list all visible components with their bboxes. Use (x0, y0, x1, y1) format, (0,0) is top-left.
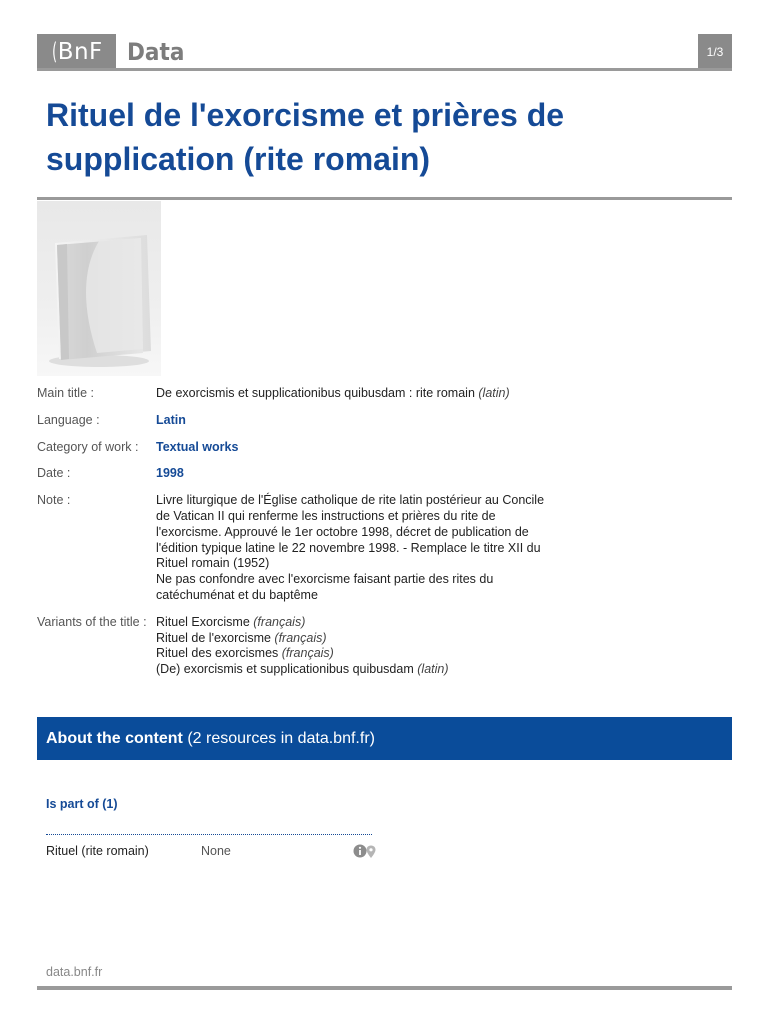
page-indicator: 1/3 (698, 34, 732, 70)
record-details (37, 386, 557, 689)
resource-value: None (201, 844, 231, 858)
is-part-of-heading[interactable]: Is part of (1) (46, 797, 118, 811)
date-label: Date : (37, 466, 71, 481)
dotted-divider (46, 834, 372, 835)
list-item (46, 844, 376, 862)
variants-row (37, 615, 557, 678)
language-link[interactable]: Latin (156, 412, 186, 427)
book-icon (37, 201, 161, 376)
main-title-lang: (latin) (478, 386, 510, 400)
variants-list (156, 615, 557, 678)
section-label: Data (127, 38, 185, 66)
header-bar (37, 34, 732, 70)
date-link[interactable]: 1998 (156, 466, 184, 481)
variant-item: Rituel Exorcisme (français) (156, 614, 306, 629)
location-pin-icon[interactable] (367, 846, 376, 859)
page-title: Rituel de l'exorcisme et prières de supplication (rite romain) (46, 97, 565, 177)
language-label: Language : (37, 412, 100, 427)
variant-item: Rituel de l'exorcisme (français) (156, 630, 327, 645)
category-label: Category of work : (37, 439, 139, 454)
main-title-value: De exorcismis et supplicationibus quibusdam : rite romain (latin) (156, 386, 510, 400)
resource-title[interactable]: Rituel (rite romain) (46, 844, 149, 858)
footer-divider (37, 986, 732, 990)
date-row (37, 466, 557, 482)
note-row (37, 493, 557, 604)
footer-site[interactable]: data.bnf.fr (46, 965, 103, 979)
info-icon[interactable] (354, 845, 367, 858)
main-title-row (37, 386, 557, 402)
bnf-logo[interactable]: (BnF (37, 34, 116, 70)
category-link[interactable]: Textual works (156, 439, 239, 454)
note-label: Note : (37, 493, 71, 508)
language-row (37, 413, 557, 429)
note-text: Livre liturgique de l'Église catholique de rite latin postérieur au Concile de Vatican II qui renferme les instructions et prières du rite de l'exorcisme. Approuvé le 1er octobre 1998, décret de publication de l'édition typique latine le 22 novembre 1998. - Remplace le titre XII du Rituel romain (1952) Ne pas confondre avec l'exorcisme faisant partie des rites du catéchuménat et du baptême (156, 493, 545, 602)
category-row (37, 440, 557, 456)
header-divider (37, 68, 732, 71)
resource-icons (353, 844, 377, 860)
book-cover-image (37, 201, 161, 376)
about-count: (2 resources in data.bnf.fr) (187, 730, 375, 747)
variant-item: Rituel des exorcismes (français) (156, 646, 334, 661)
about-content-bar (37, 717, 732, 760)
title-divider (37, 197, 732, 200)
variants-label: Variants of the title : (37, 614, 147, 629)
main-title-label: Main title : (37, 386, 94, 400)
about-heading: About the content (46, 730, 183, 747)
variant-item: (De) exorcismis et supplicationibus quibusdam (latin) (156, 662, 449, 677)
